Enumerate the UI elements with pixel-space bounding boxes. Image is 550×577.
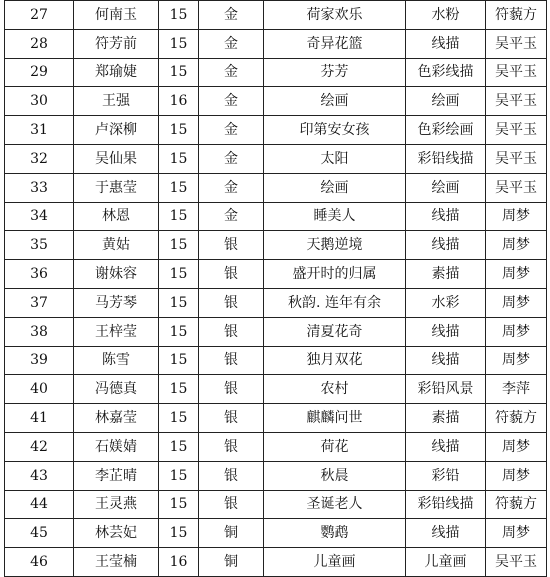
cell-category: 彩铅 xyxy=(406,461,486,490)
cell-award: 金 xyxy=(199,173,264,202)
cell-number: 35 xyxy=(5,231,74,260)
cell-student-name: 林恩 xyxy=(74,202,159,231)
cell-student-name: 何南玉 xyxy=(74,1,159,30)
cell-number: 31 xyxy=(5,116,74,145)
cell-category: 线描 xyxy=(406,346,486,375)
cell-teacher: 吴平玉 xyxy=(486,87,547,116)
cell-teacher: 周梦 xyxy=(486,288,547,317)
cell-student-name: 符芳前 xyxy=(74,29,159,58)
cell-number: 42 xyxy=(5,432,74,461)
cell-student-name: 谢妹容 xyxy=(74,260,159,289)
cell-teacher: 周梦 xyxy=(486,432,547,461)
cell-artwork-title: 儿童画 xyxy=(264,548,406,577)
cell-award: 银 xyxy=(199,404,264,433)
cell-age: 15 xyxy=(159,116,199,145)
cell-teacher: 吴平玉 xyxy=(486,173,547,202)
cell-number: 32 xyxy=(5,144,74,173)
cell-teacher: 周梦 xyxy=(486,461,547,490)
cell-age: 15 xyxy=(159,260,199,289)
table-row xyxy=(5,116,547,145)
cell-age: 15 xyxy=(159,144,199,173)
cell-student-name: 于惠莹 xyxy=(74,173,159,202)
cell-category: 彩铅线描 xyxy=(406,490,486,519)
cell-student-name: 王灵燕 xyxy=(74,490,159,519)
cell-artwork-title: 芬芳 xyxy=(264,58,406,87)
cell-category: 水彩 xyxy=(406,288,486,317)
cell-number: 29 xyxy=(5,58,74,87)
cell-student-name: 林嘉莹 xyxy=(74,404,159,433)
cell-category: 彩铅线描 xyxy=(406,144,486,173)
cell-student-name: 陈雪 xyxy=(74,346,159,375)
cell-artwork-title: 太阳 xyxy=(264,144,406,173)
cell-age: 15 xyxy=(159,404,199,433)
cell-student-name: 王强 xyxy=(74,87,159,116)
cell-award: 金 xyxy=(199,87,264,116)
table-row xyxy=(5,317,547,346)
table-row xyxy=(5,404,547,433)
cell-artwork-title: 印第安女孩 xyxy=(264,116,406,145)
cell-teacher: 吴平玉 xyxy=(486,29,547,58)
cell-artwork-title: 荷花 xyxy=(264,432,406,461)
cell-award: 金 xyxy=(199,144,264,173)
cell-award: 铜 xyxy=(199,548,264,577)
cell-student-name: 黄姑 xyxy=(74,231,159,260)
table-row xyxy=(5,519,547,548)
cell-award: 银 xyxy=(199,346,264,375)
cell-age: 16 xyxy=(159,87,199,116)
cell-category: 线描 xyxy=(406,29,486,58)
table-row xyxy=(5,288,547,317)
cell-number: 33 xyxy=(5,173,74,202)
cell-age: 15 xyxy=(159,432,199,461)
cell-number: 34 xyxy=(5,202,74,231)
cell-award: 银 xyxy=(199,288,264,317)
cell-number: 41 xyxy=(5,404,74,433)
cell-artwork-title: 盛开时的归属 xyxy=(264,260,406,289)
cell-award: 银 xyxy=(199,432,264,461)
cell-award: 金 xyxy=(199,1,264,30)
cell-teacher: 吴平玉 xyxy=(486,548,547,577)
cell-number: 28 xyxy=(5,29,74,58)
cell-teacher: 符藐方 xyxy=(486,1,547,30)
cell-age: 15 xyxy=(159,173,199,202)
cell-award: 银 xyxy=(199,375,264,404)
cell-award: 银 xyxy=(199,317,264,346)
table-row xyxy=(5,231,547,260)
cell-award: 银 xyxy=(199,260,264,289)
awards-table xyxy=(4,0,547,577)
cell-category: 线描 xyxy=(406,317,486,346)
cell-artwork-title: 奇异花篮 xyxy=(264,29,406,58)
table-row xyxy=(5,490,547,519)
cell-age: 15 xyxy=(159,29,199,58)
table-row xyxy=(5,548,547,577)
cell-award: 铜 xyxy=(199,519,264,548)
cell-number: 30 xyxy=(5,87,74,116)
cell-award: 银 xyxy=(199,461,264,490)
cell-teacher: 符藐方 xyxy=(486,404,547,433)
table-row xyxy=(5,346,547,375)
table-row xyxy=(5,1,547,30)
cell-category: 线描 xyxy=(406,231,486,260)
cell-teacher: 周梦 xyxy=(486,346,547,375)
cell-number: 27 xyxy=(5,1,74,30)
cell-artwork-title: 睡美人 xyxy=(264,202,406,231)
cell-category: 色彩绘画 xyxy=(406,116,486,145)
cell-student-name: 马芳琴 xyxy=(74,288,159,317)
cell-number: 44 xyxy=(5,490,74,519)
cell-student-name: 李芷晴 xyxy=(74,461,159,490)
cell-age: 15 xyxy=(159,519,199,548)
cell-age: 15 xyxy=(159,375,199,404)
cell-category: 彩铅风景 xyxy=(406,375,486,404)
cell-teacher: 周梦 xyxy=(486,231,547,260)
cell-category: 色彩线描 xyxy=(406,58,486,87)
table-row xyxy=(5,432,547,461)
cell-teacher: 吴平玉 xyxy=(486,144,547,173)
cell-age: 16 xyxy=(159,548,199,577)
cell-artwork-title: 麒麟问世 xyxy=(264,404,406,433)
cell-student-name: 吴仙果 xyxy=(74,144,159,173)
cell-age: 15 xyxy=(159,1,199,30)
cell-number: 45 xyxy=(5,519,74,548)
cell-artwork-title: 荷家欢乐 xyxy=(264,1,406,30)
cell-teacher: 符藐方 xyxy=(486,490,547,519)
cell-age: 15 xyxy=(159,317,199,346)
cell-artwork-title: 圣诞老人 xyxy=(264,490,406,519)
cell-artwork-title: 鹦鹉 xyxy=(264,519,406,548)
cell-age: 15 xyxy=(159,346,199,375)
cell-student-name: 冯德真 xyxy=(74,375,159,404)
cell-artwork-title: 农村 xyxy=(264,375,406,404)
cell-student-name: 林芸妃 xyxy=(74,519,159,548)
cell-category: 水粉 xyxy=(406,1,486,30)
cell-award: 银 xyxy=(199,490,264,519)
cell-number: 36 xyxy=(5,260,74,289)
cell-number: 40 xyxy=(5,375,74,404)
cell-teacher: 李萍 xyxy=(486,375,547,404)
cell-award: 金 xyxy=(199,58,264,87)
cell-student-name: 卢深柳 xyxy=(74,116,159,145)
table-row xyxy=(5,29,547,58)
cell-artwork-title: 绘画 xyxy=(264,173,406,202)
cell-category: 线描 xyxy=(406,202,486,231)
cell-number: 37 xyxy=(5,288,74,317)
cell-student-name: 郑瑜婕 xyxy=(74,58,159,87)
cell-artwork-title: 秋韵. 连年有余 xyxy=(264,288,406,317)
cell-award: 金 xyxy=(199,202,264,231)
table-row xyxy=(5,461,547,490)
cell-teacher: 吴平玉 xyxy=(486,58,547,87)
table-row xyxy=(5,375,547,404)
cell-age: 15 xyxy=(159,58,199,87)
cell-artwork-title: 秋晨 xyxy=(264,461,406,490)
cell-student-name: 石媄婧 xyxy=(74,432,159,461)
cell-teacher: 周梦 xyxy=(486,317,547,346)
cell-age: 15 xyxy=(159,490,199,519)
cell-student-name: 王梓莹 xyxy=(74,317,159,346)
cell-category: 线描 xyxy=(406,432,486,461)
cell-teacher: 周梦 xyxy=(486,260,547,289)
cell-category: 绘画 xyxy=(406,87,486,116)
table-row xyxy=(5,202,547,231)
cell-artwork-title: 独月双花 xyxy=(264,346,406,375)
cell-age: 15 xyxy=(159,202,199,231)
cell-number: 43 xyxy=(5,461,74,490)
cell-category: 儿童画 xyxy=(406,548,486,577)
cell-category: 绘画 xyxy=(406,173,486,202)
cell-age: 15 xyxy=(159,288,199,317)
cell-artwork-title: 绘画 xyxy=(264,87,406,116)
cell-number: 38 xyxy=(5,317,74,346)
cell-artwork-title: 天鹅逆境 xyxy=(264,231,406,260)
table-row xyxy=(5,173,547,202)
cell-teacher: 周梦 xyxy=(486,202,547,231)
cell-award: 金 xyxy=(199,116,264,145)
cell-category: 素描 xyxy=(406,260,486,289)
cell-award: 银 xyxy=(199,231,264,260)
cell-student-name: 王莹楠 xyxy=(74,548,159,577)
table-row xyxy=(5,260,547,289)
table-row xyxy=(5,58,547,87)
cell-number: 39 xyxy=(5,346,74,375)
table-row xyxy=(5,87,547,116)
cell-teacher: 周梦 xyxy=(486,519,547,548)
cell-award: 金 xyxy=(199,29,264,58)
cell-age: 15 xyxy=(159,231,199,260)
cell-age: 15 xyxy=(159,461,199,490)
table-body xyxy=(5,1,547,577)
cell-teacher: 吴平玉 xyxy=(486,116,547,145)
cell-category: 线描 xyxy=(406,519,486,548)
table-row xyxy=(5,144,547,173)
cell-number: 46 xyxy=(5,548,74,577)
cell-artwork-title: 清夏花奇 xyxy=(264,317,406,346)
cell-category: 素描 xyxy=(406,404,486,433)
